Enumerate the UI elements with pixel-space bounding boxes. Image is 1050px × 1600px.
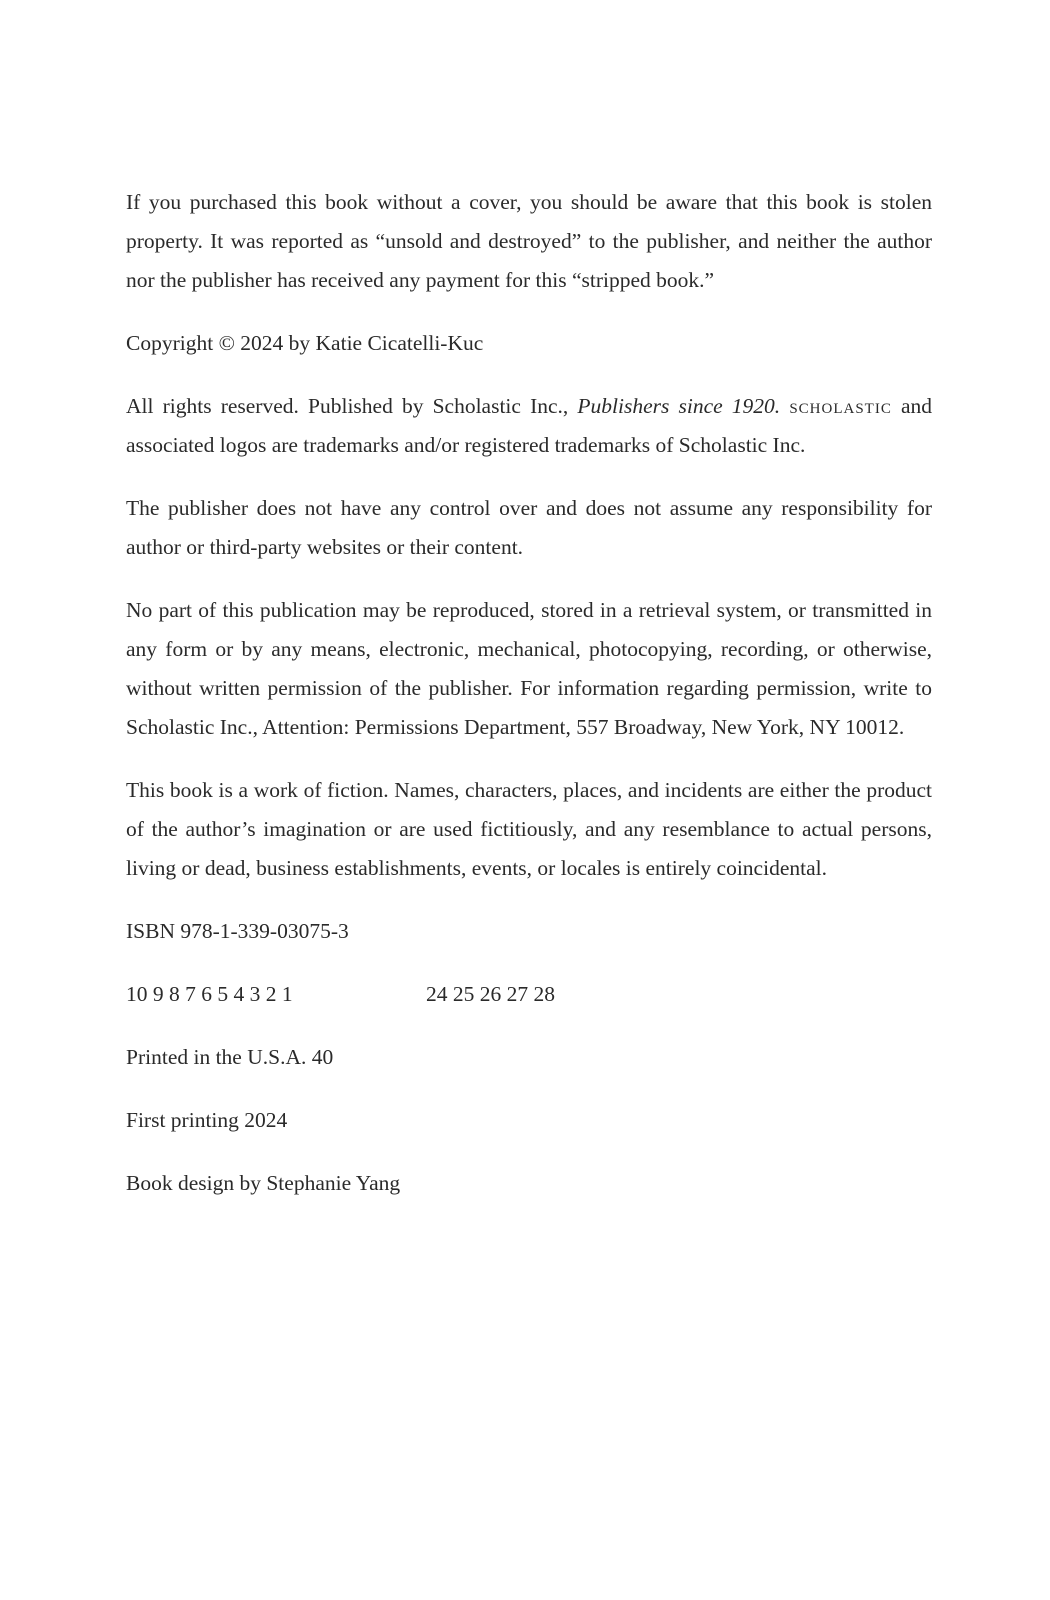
isbn: ISBN 978-1-339-03075-3	[126, 919, 349, 943]
design-credit: Book design by Stephanie Yang	[126, 1171, 401, 1195]
printed-in: Printed in the U.S.A. 40	[126, 1045, 334, 1069]
printing-numbers: 10 9 8 7 6 5 4 3 2 1	[126, 982, 293, 1006]
fiction-disclaimer: This book is a work of fiction. Names, characters, places, and incidents are either the product of the author’s imagination or are used fictitiously, and any resemblance to actual persons, living or dead, business establishments, events, or locales is entirely coincidental.	[126, 778, 932, 880]
copyright-line: Copyright © 2024 by Katie Cicatelli-Kuc	[126, 331, 484, 355]
responsibility-disclaimer: The publisher does not have any control over and does not assume any responsibility for author or third-party websites or their content.	[126, 496, 932, 559]
rights-text-start: All rights reserved. Published by Scholastic Inc.,	[126, 394, 578, 418]
printing-years: 24 25 26 27 28	[426, 982, 555, 1006]
rights-statement	[126, 387, 932, 465]
stripped-book-notice: If you purchased this book without a cover, you should be aware that this book is stolen property. It was reported as “unsold and destroyed” to the publisher, and neither the author nor the publisher has received any payment for this “stripped book.”	[126, 190, 932, 292]
publisher-tagline: Publishers since 1920.	[577, 394, 781, 418]
first-printing: First printing 2024	[126, 1108, 288, 1132]
publisher-brand: scholastic	[789, 394, 892, 418]
copyright-text-block	[126, 183, 932, 1227]
reproduction-notice: No part of this publication may be reproduced, stored in a retrieval system, or transmitted in any form or by any means, electronic, mechanical, photocopying, recording, or otherwise, without written permission of the publisher. For information regarding permission, write to Scholastic Inc., Attention: Permissions Department, 557 Broadway, New York, NY 10012.	[126, 598, 932, 739]
printing-line	[126, 975, 932, 1014]
rights-text-end: and associated logos are trademarks and/or registered trademarks of Scholastic Inc.	[126, 394, 932, 457]
